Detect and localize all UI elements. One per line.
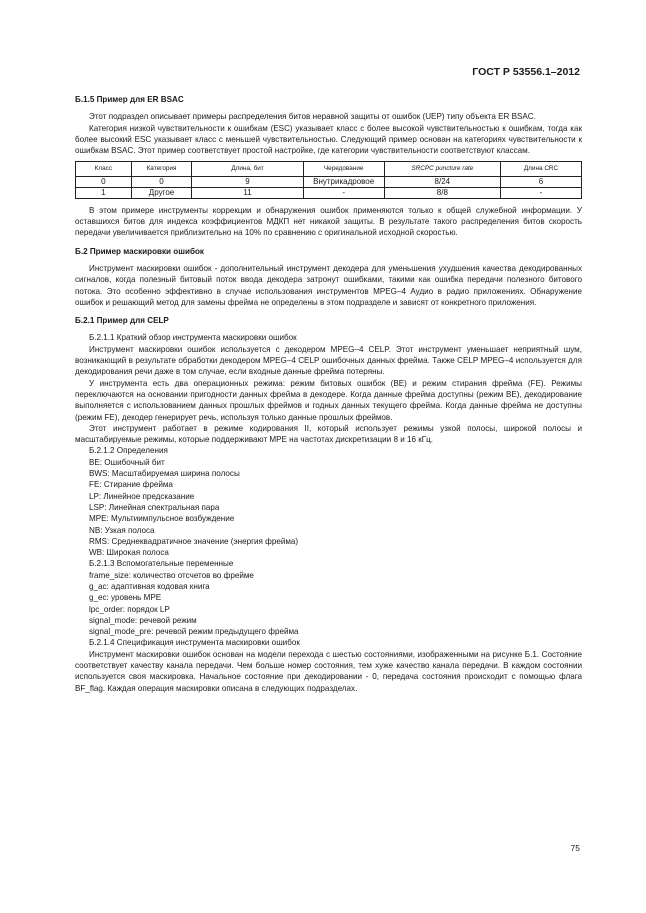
paragraph: Инструмент маскировки ошибок используется с декодером MPEG–4 CELP. Этот инструмент уменьшает неприятный шум, возникающий в результате обработки декодером MPEG–4 CELP ошибочных данных фрейма. Также CELP MPEG–4 используется для декодирования речи даже в том случае, если входные данные фрейма потеряны. <box>75 344 582 377</box>
paragraph: Инструмент маскировки ошибок основан на модели перехода с шестью состояниями, изображенными на рисунке Б.1. Состояние соответствует качеству канала передачи. Чем больше номер состояния, тем хуже качество канала передачи. В каждом состоянии используется своя маскировка. Начальное состояние при декодировании - 0, передача состояния происходит с помощью флага BF_flag. Каждая операция маскировки описана в следующих подразделах. <box>75 649 582 693</box>
bit-allocation-table <box>75 161 582 198</box>
variable-item: signal_mode_pre: речевой режим предыдущего фрейма <box>89 627 299 637</box>
definition-item: MPE: Мультиимпульсное возбуждение <box>89 514 235 524</box>
table-cell: 9 <box>192 176 303 187</box>
definition-item: LP: Линейное предсказание <box>89 491 195 501</box>
table-cell: Внутрикадровое <box>303 176 384 187</box>
table-row <box>76 176 582 187</box>
subsection-heading: Б.2.1.2 Определения <box>89 446 168 456</box>
definition-item: WB: Широкая полоса <box>89 548 169 558</box>
table-header-row <box>76 162 582 176</box>
table-cell: 6 <box>501 176 582 187</box>
section-heading-b2: Б.2 Пример маскировки ошибок <box>75 246 204 256</box>
table-cell: 0 <box>131 176 192 187</box>
definition-item: BWS: Масштабируемая ширина полосы <box>89 469 240 479</box>
table-cell: - <box>501 187 582 198</box>
paragraph: Инструмент маскировки ошибок - дополнительный инструмент декодера для уменьшения ухудшения качества декодированных сигналов, когда полезный битовый поток ввода декодера затронут ошибками, такими как ошибка передачи полезного битового потока. Это особенно эффективно в случае использования инструментов MPEG–4 Аудио в радио приложениях. Обнаружение ошибок и решающий метод для замены фрейма не определены в этом подразделе и зависят от конкретного приложения. <box>75 263 582 307</box>
paragraph: Этот подраздел описывает примеры распределения битов неравной защиты от ошибок (UEP) типу объекта ER BSAC. <box>89 112 536 122</box>
table-cell: - <box>303 187 384 198</box>
definition-item: RMS: Среднеквадратичное значение (энергия фрейма) <box>89 536 299 546</box>
variable-item: signal_mode: речевой режим <box>89 615 197 625</box>
table-header-cell: SRCPC puncture rate <box>384 162 500 176</box>
table-header-cell: Класс <box>76 162 132 176</box>
variable-item: g_ec: уровень MPE <box>89 593 162 603</box>
table-cell: 8/24 <box>384 176 500 187</box>
table-cell: 1 <box>76 187 132 198</box>
page-content <box>75 94 582 694</box>
subsection-heading: Б.2.1.4 Спецификация инструмента маскировки ошибок <box>89 638 300 648</box>
definition-item: FE: Стирание фрейма <box>89 480 173 490</box>
page-number: 75 <box>570 843 580 853</box>
standard-designation: ГОСТ Р 53556.1–2012 <box>472 66 580 78</box>
definition-item: NB: Узкая полоса <box>89 525 155 535</box>
variable-item: frame_size: количество отсчетов во фрейме <box>89 570 254 580</box>
subsection-heading: Б.2.1.3 Вспомогательные переменные <box>89 559 234 569</box>
definition-item: LSP: Линейная спектральная пара <box>89 502 220 512</box>
table-header-cell: Длина, бит <box>192 162 303 176</box>
table-header-cell: Чередование <box>303 162 384 176</box>
definition-item: BE: Ошибочный бит <box>89 457 165 467</box>
table-cell: 11 <box>192 187 303 198</box>
table-header-cell: Категория <box>131 162 192 176</box>
variable-item: lpc_order: порядок LP <box>89 604 170 614</box>
table-cell: 0 <box>76 176 132 187</box>
table-cell: 8/8 <box>384 187 500 198</box>
table-header-cell: Длина CRC <box>501 162 582 176</box>
table-row <box>76 187 582 198</box>
subsection-heading: Б.2.1.1 Краткий обзор инструмента маскировки ошибок <box>89 333 297 343</box>
paragraph: Категория низкой чувствительности к ошибкам (ESC) указывает класс с более высокой чувствительностью к ошибкам, тогда как более высокий ESC указывает класс с меньшей чувствительностью. Следующий пример основан на категориях чувствительности к ошибкам BSAC. Этот пример соответствует простой настройке, где категории чувствительности соответствуют классам. <box>75 123 582 156</box>
paragraph: У инструмента есть два операционных режима: режим битовых ошибок (BE) и режим стирания фрейма (FE). Режимы переключаются на основании пригодности данных фрейма в декодере. Когда данные фрейма доступны (режим BE), декодирование выполняется с использованием данных прошлых фреймов и годных данных текущего фрейма. Когда данные фрейма не доступны (режим FE), декодер генерирует речь, используя только данные прошлых фреймов. <box>75 378 582 422</box>
table-cell: Другое <box>131 187 192 198</box>
paragraph: Этот инструмент работает в режиме кодирования II, который использует режимы узкой полосы, широкой полосы и масштабируемые режимы, которые поддерживают MPE на частотах дискретизации 8 и 16 кГц. <box>75 423 582 445</box>
variable-item: g_ac: адаптивная кодовая книга <box>89 581 210 591</box>
paragraph: В этом примере инструменты коррекции и обнаружения ошибок применяются только к общей служебной информации. У оставшихся битов для индекса коэффициентов МДКП нет никакой защиты. В результате такого распределения битов скорость передачи увеличивается приблизительно на 10% по сравнению с оригинальной исходной скоростью. <box>75 205 582 238</box>
section-heading-b15: Б.1.5 Пример для ER BSAC <box>75 95 184 104</box>
section-heading-b21: Б.2.1 Пример для CELP <box>75 316 169 326</box>
